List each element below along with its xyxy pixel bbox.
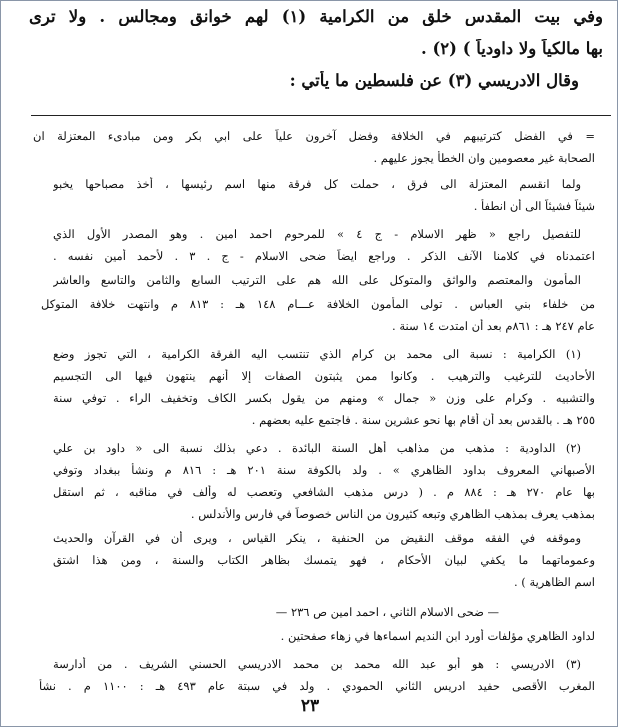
footnote-line: اعتمدناه في كلامنا الآنف الذكر . وراجع ايضاً ضحى الاسلام - ج . ٣ . لأحمد أمين نفسه . — [53, 249, 595, 263]
footnote-line: المغرب الأقصى حفيد ادريس الثاني الحمودي . ولد في سبتة عام ٤٩٣ هـ : ١١٠٠ م . نشأ — [39, 679, 595, 693]
footnote-line: من خلفاء بني العباس . تولى المأمون الخلافة عـــام ١٤٨ هـ : ٨١٣ م وانتهت خلافة المتوكل — [41, 297, 595, 311]
footnote-line: بمذهب يعرف بمذهب الظاهري وتبعه كثيرون من الناس خصوصاً في فارس والأندلس . — [190, 507, 595, 521]
footnote-line: (٣) الادريسي : هو أبو عبد الله محمد بن محمد الادريسي الحسني الشريف . من أدارسة — [53, 657, 581, 671]
footnote-line: الأحاديث للترغيب والترهيب . وكانوا ممن يثبتون الصفات إلا أنهم ينتهون فيها الى التجسيم — [53, 369, 595, 383]
book-page — [11, 1, 609, 726]
footnote-line: اسم الظاهرية ) . — [513, 575, 595, 589]
footnote-line: الصحابة غير معصومين وان الخطأ يجوز عليهم . — [373, 151, 595, 165]
footnote-line: والتشبيه . وكرام على وزن « جمال » ومنهم من يقول بكسر الكاف وتخفيف الراء . توفي سنة — [53, 391, 595, 405]
footnote-line: (١) الكرامية : نسبة الى محمد بن كرام الذي تنتسب اليه الفرقة الكرامية ، التي تجوز وضع — [53, 347, 581, 361]
main-text-line: وقال الادريسي (٣) عن فلسطين ما يأتي : — [289, 71, 579, 90]
main-text-line: بها مالكياً ولا داودياً ) (٢) . — [421, 39, 603, 58]
footnote-line: الأصبهاني المعروف بداود الظاهري » . ولد بالكوفة سنة ٢٠١ هـ : ٨١٦ م ونشأ ببغداد وتوفي — [53, 463, 595, 477]
footnote-line: عام ٢٤٧ هـ : ٨٦١م بعد أن امتدت ١٤ سنة . — [392, 319, 595, 333]
footnote-line: للتفصيل راجع « ظهر الاسلام - ج ٤ » للمرحوم احمد امين . وهو المصدر الأول الذي — [53, 227, 581, 241]
footnote-line: ولما انقسم المعتزلة الى فرق ، حملت كل فرقة منها اسم رئيسها ، أخذ مصباحها يخبو — [53, 177, 581, 191]
footnote-line: وعموماتهما ما يكفي لبيان الأحكام ، فهو يتمسك بظاهر الكتاب والسنة ، ومن هذا اشتق — [53, 553, 595, 567]
footnote-line: لداود الظاهري مؤلفات أورد ابن النديم اسماءها في زهاء صفحتين . — [280, 629, 595, 643]
footnote-line: = في الفضل كترتيبهم في الخلافة وفضل آخرون علياً على ابي بكر ومن مبادىء المعتزلة ان — [33, 129, 595, 143]
footnote-line: ٢٥٥ هـ . بالقدس بعد أن أقام بها نحو عشرين سنة . فاجتمع عليه بعضهم . — [251, 413, 595, 427]
footnote-line: وموقفه في الفقه موقف النقيض من الحنفية ، ينكر القياس ، ويرى أن في القرآن والحديث — [53, 531, 581, 545]
footnote-line: شيئاً فشيئاً الى أن انطفأ . — [473, 199, 595, 213]
separator-rule — [31, 115, 611, 116]
footnote-line: — ضحى الاسلام الثاني ، احمد امين ص ٢٣٦ — — [275, 605, 499, 619]
footnote-line: المأمون والمعتصم والواثق والمتوكل على الله هم على الترتيب السابع والثامن والتاسع والعاشر — [53, 273, 581, 287]
footnote-line: بها عام ٢٧٠ هـ : ٨٨٤ م . ( درس مذهب الشافعي وتعصب له وألف في مناقبه ، ثم استقل — [53, 485, 595, 499]
page-number: ٢٣ — [300, 696, 320, 716]
footnote-line: (٢) الداودية : مذهب من مذاهب أهل السنة البائدة . دعي بذلك نسبة الى « داود بن علي — [53, 441, 581, 455]
main-text-line: وفي بيت المقدس خلق من الكرامية (١) لهم خوانق ومجالس . ولا ترى — [29, 7, 603, 26]
